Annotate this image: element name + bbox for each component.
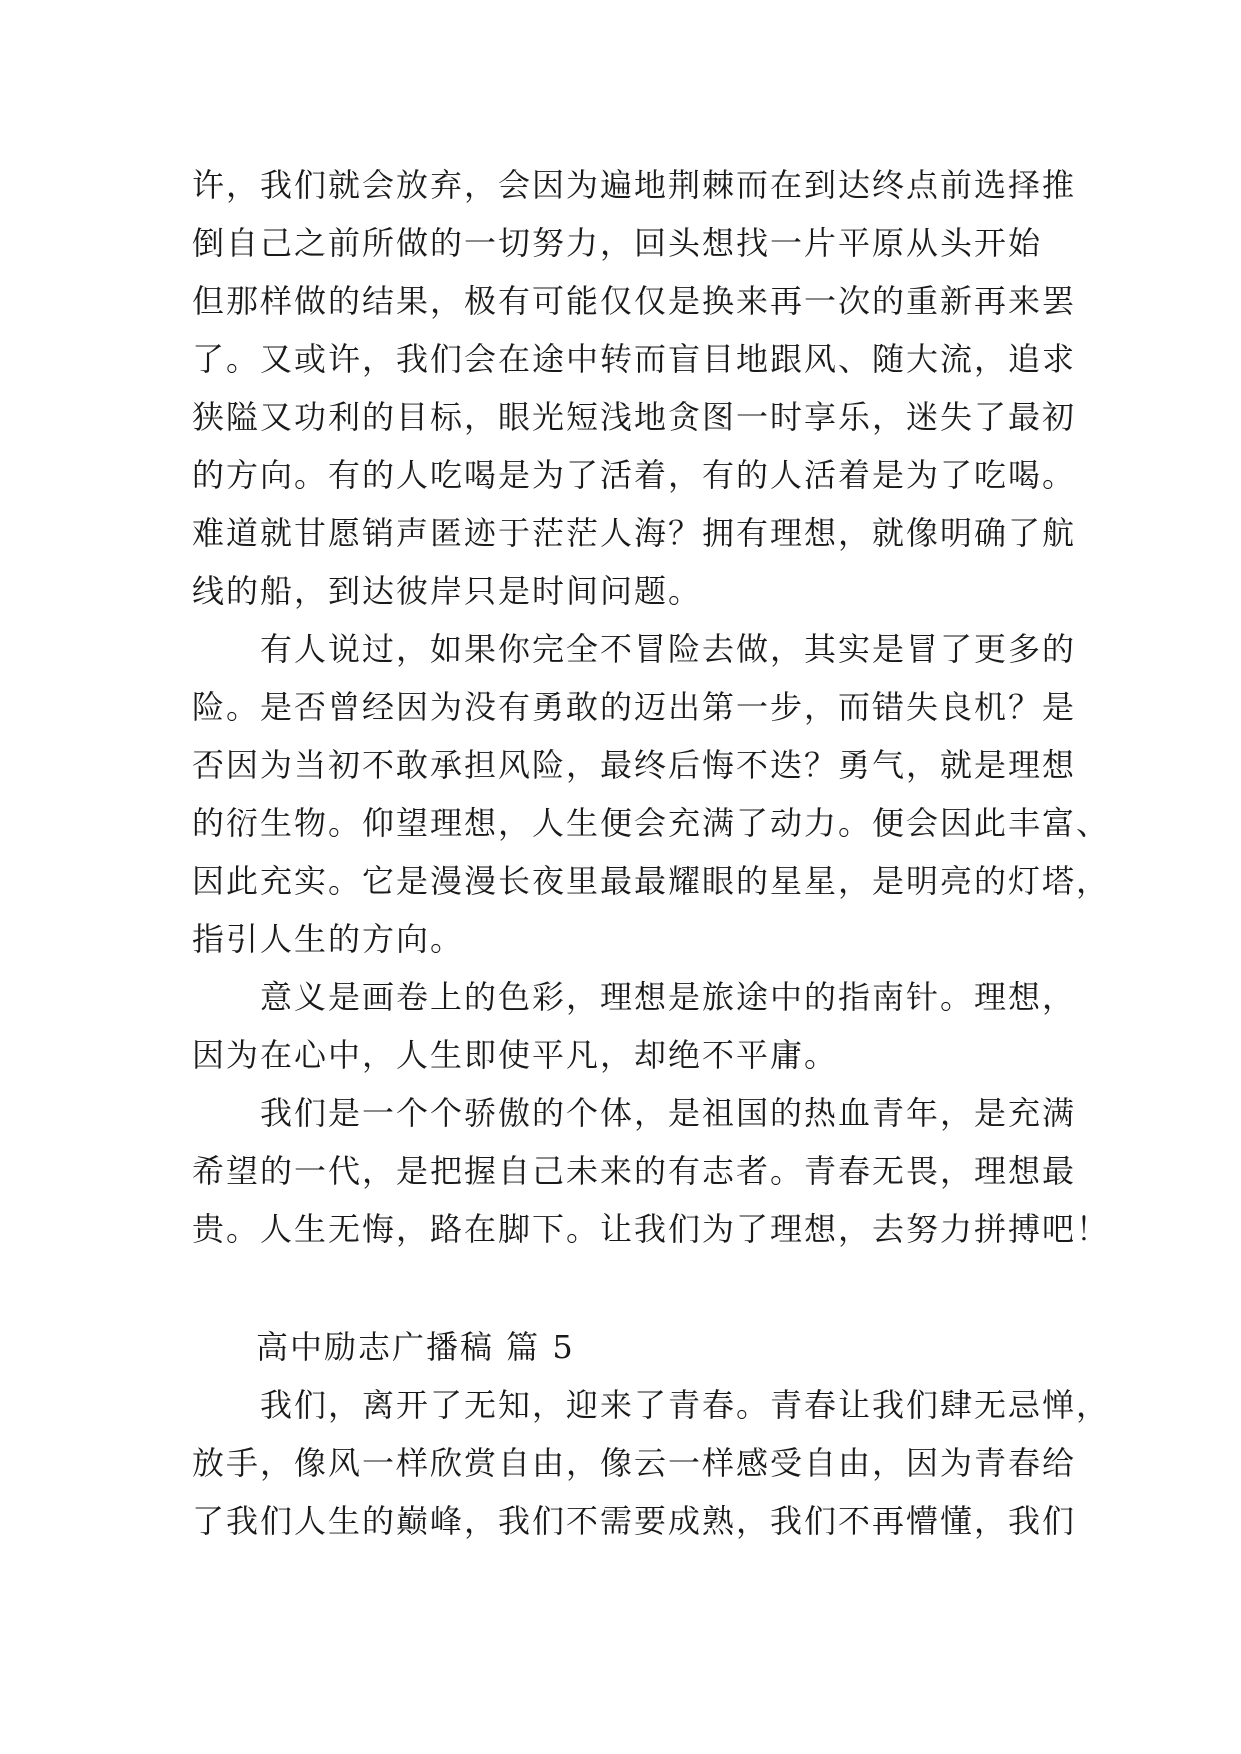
paragraph-1-line: 了。又或许，我们会在途中转而盲目地跟风、随大流，追求 <box>192 340 1077 378</box>
paragraph-5-line: 放手，像风一样欣赏自由，像云一样感受自由，因为青春给 <box>192 1444 1077 1482</box>
paragraph-2-line: 因此充实。它是漫漫长夜里最最耀眼的星星，是明亮的灯塔， <box>192 862 1111 900</box>
paragraph-1-line: 许，我们就会放弃，会因为遍地荆棘而在到达终点前选择推 <box>192 166 1077 204</box>
paragraph-4-line: 希望的一代，是把握自己未来的有志者。青春无畏，理想最 <box>192 1152 1077 1190</box>
paragraph-2-line: 指引人生的方向。 <box>192 920 465 958</box>
paragraph-2-line: 有人说过，如果你完全不冒险去做，其实是冒了更多的 <box>260 630 1077 668</box>
paragraph-4-line: 贵。人生无悔，路在脚下。让我们为了理想，去努力拼搏吧！ <box>192 1210 1111 1248</box>
paragraph-1-line: 的方向。有的人吃喝是为了活着，有的人活着是为了吃喝。 <box>192 456 1077 494</box>
paragraph-5-line: 了我们人生的巅峰，我们不需要成熟，我们不再懵懂，我们 <box>192 1502 1077 1540</box>
paragraph-2-line: 险。是否曾经因为没有勇敢的迈出第一步，而错失良机？是 <box>192 688 1077 726</box>
section-heading: 高中励志广播稿 篇 5 <box>256 1328 575 1366</box>
paragraph-1-line: 狭隘又功利的目标，眼光短浅地贪图一时享乐，迷失了最初 <box>192 398 1077 436</box>
paragraph-5-line: 我们，离开了无知，迎来了青春。青春让我们肆无忌惮， <box>260 1386 1111 1424</box>
paragraph-1-line: 但那样做的结果，极有可能仅仅是换来再一次的重新再来罢 <box>192 282 1077 320</box>
paragraph-1-line: 线的船，到达彼岸只是时间问题。 <box>192 572 703 610</box>
paragraph-1-line: 倒自己之前所做的一切努力，回头想找一片平原从头开始 <box>192 224 1043 262</box>
paragraph-3-line: 因为在心中，人生即使平凡，却绝不平庸。 <box>192 1036 839 1074</box>
paragraph-4-line: 我们是一个个骄傲的个体，是祖国的热血青年，是充满 <box>260 1094 1077 1132</box>
paragraph-1-line: 难道就甘愿销声匿迹于茫茫人海？拥有理想，就像明确了航 <box>192 514 1077 552</box>
paragraph-2-line: 否因为当初不敢承担风险，最终后悔不迭？勇气，就是理想 <box>192 746 1077 784</box>
paragraph-2-line: 的衍生物。仰望理想，人生便会充满了动力。便会因此丰富、 <box>192 804 1111 842</box>
paragraph-3-line: 意义是画卷上的色彩，理想是旅途中的指南针。理想， <box>260 978 1077 1016</box>
